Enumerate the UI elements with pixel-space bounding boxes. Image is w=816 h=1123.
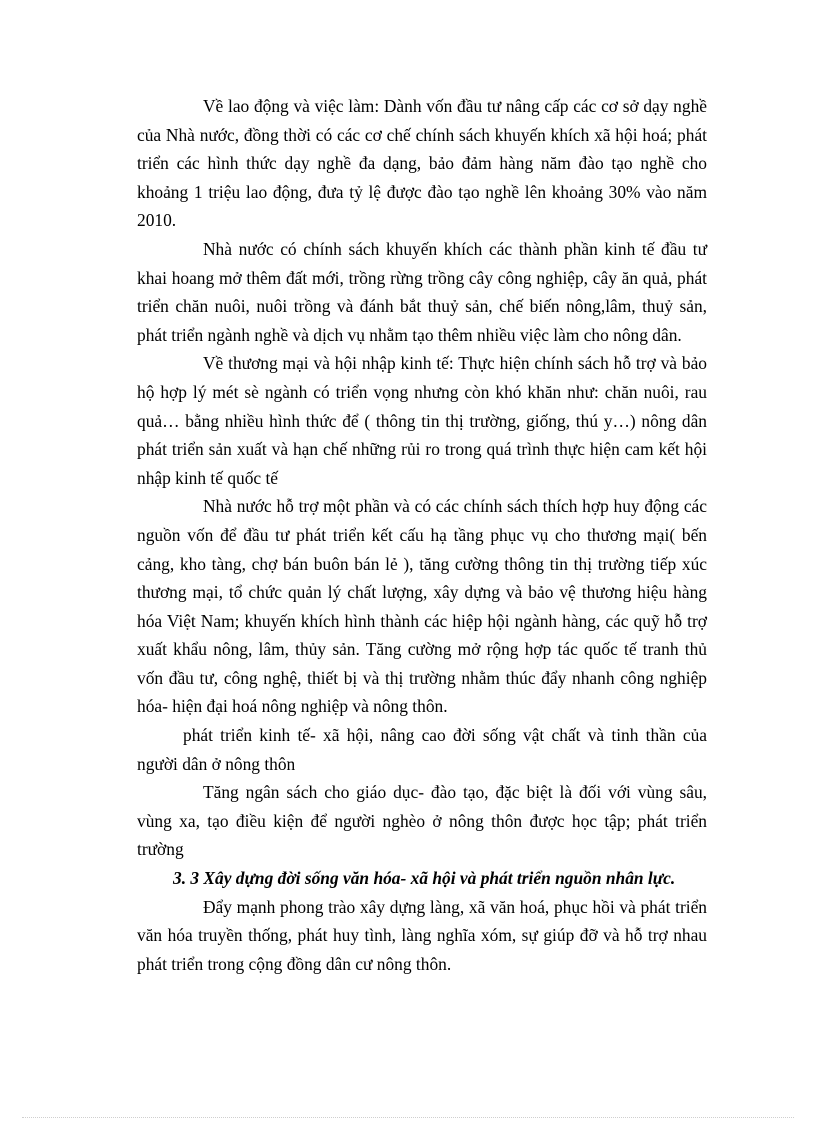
paragraph-state-policy: Nhà nước có chính sách khuyến khích các thành phần kinh tế đầu tư khai hoang mở thêm đất mới, trồng rừng trồng cây công nghiệp, cây ăn quả, phát triển chăn nuôi, nuôi trồng và đánh bắt thuỷ sản, chế biến nông,lâm, thuỷ sản, phát triển ngành nghề và dịch vụ nhằm tạo thêm nhiều việc làm cho nông dân. — [137, 238, 707, 345]
paragraph-labor: Về lao động và việc làm: Dành vốn đầu tư nâng cấp các cơ sở dạy nghề của Nhà nước, đồng thời có các cơ chế chính sách khuyến khích xã hội hoá; phát triển các hình thức dạy nghề đa dạng, bảo đảm hàng năm đào tạo nghề cho khoảng 1 triệu lao động, đưa tỷ lệ được đào tạo nghề lên khoảng 30% vào năm 2010. — [137, 96, 707, 231]
paragraph-culture: Đẩy mạnh phong trào xây dựng làng, xã văn hoá, phục hồi và phát triển văn hóa truyền thống, phát huy tình, làng nghĩa xóm, sự giúp đỡ và hỗ trợ nhau phát triển trong cộng đồng dân cư nông thôn. — [137, 896, 707, 974]
document-page — [137, 92, 707, 978]
section-heading: 3. 3 Xây dựng đời sống văn hóa- xã hội và phát triển nguồn nhân lực. — [173, 868, 676, 889]
paragraph-education: Tăng ngân sách cho giáo dục- đào tạo, đặc biệt là đối với vùng sâu, vùng xa, tạo điều kiện để người nghèo ở nông thôn được học tập; phát triển trường — [137, 782, 707, 860]
page-bottom-divider — [22, 1117, 794, 1118]
paragraph-state-support: Nhà nước hỗ trợ một phần và có các chính sách thích hợp huy động các nguồn vốn để đầu tư phát triển kết cấu hạ tầng phục vụ cho thương mại( bến cảng, kho tàng, chợ bán buôn bán lẻ ), tăng cường thông tin thị trường tiếp xúc thương mại, tổ chức quản lý chất lượng, xây dựng và bảo vệ thương hiệu hàng hóa Việt Nam; khuyến khích hình thành các hiệp hội ngành hàng, các quỹ hỗ trợ xuất khẩu nông, lâm, thủy sản. Tăng cường mở rộng hợp tác quốc tế tranh thủ vốn đầu tư, công nghệ, thiết bị và thị trường nhằm thúc đẩy nhanh công nghiệp hóa- hiện đại hoá nông nghiệp và nông thôn. — [137, 496, 707, 717]
paragraph-socioeconomic: phát triển kinh tế- xã hội, nâng cao đời sống vật chất và tinh thần của người dân ở nông thôn — [137, 725, 707, 774]
paragraph-trade: Về thương mại và hội nhập kinh tế: Thực hiện chính sách hỗ trợ và bảo hộ hợp lý mét sè ngành có triển vọng nhưng còn khó khăn như: chăn nuôi, rau quả… bằng nhiều hình thức để ( thông tin thị trường, giống, thú y…) nông dân phát triển sản xuất và hạn chế những rủi ro trong quá trình thực hiện cam kết hội nhập kinh tế quốc tế — [137, 353, 707, 488]
